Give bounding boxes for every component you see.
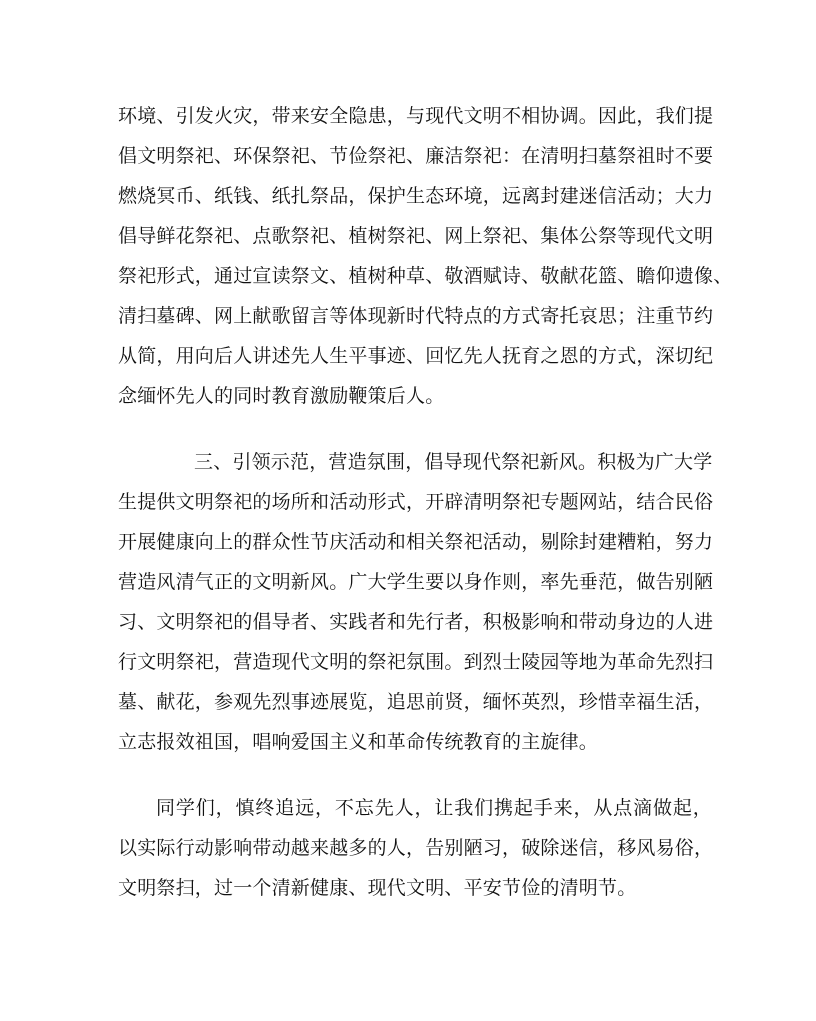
paragraph-3 (118, 788, 712, 908)
paragraph-line: 生提供文明祭祀的场所和活动形式，开辟清明祭祀专题网站，结合民俗 (118, 491, 714, 513)
paragraph-line: 三、引领示范，营造氛围，倡导现代祭祀新风。积极为广大学 (194, 451, 713, 473)
paragraph-line: 清扫墓碑、网上献歌留言等体现新时代特点的方式寄托哀思；注重节约 (118, 305, 714, 327)
paragraph-line: 行文明祭祀，营造现代文明的祭祀氛围。到烈士陵园等地为革命先烈扫 (118, 651, 714, 673)
paragraph-line: 环境、引发火灾，带来安全隐患，与现代文明不相协调。因此，我们提 (118, 105, 714, 127)
paragraph-line: 以实际行动影响带动越来越多的人，告别陋习，破除迷信，移风易俗， (118, 837, 714, 859)
paragraph-line: 从简，用向后人讲述先人生平事迹、回忆先人抚育之恩的方式，深切纪 (118, 345, 714, 367)
paragraph-spacer (118, 416, 712, 442)
paragraph-line: 同学们，慎终追远，不忘先人，让我们携起手来，从点滴做起， (156, 797, 712, 819)
paragraph-spacer (118, 762, 712, 788)
paragraph-line: 习、文明祭祀的倡导者、实践者和先行者，积极影响和带动身边的人进 (118, 611, 714, 633)
document-body (118, 96, 733, 908)
paragraph-line: 开展健康向上的群众性节庆活动和相关祭祀活动，剔除封建糟粕，努力 (118, 531, 714, 553)
paragraph-line: 燃烧冥币、纸钱、纸扎祭品，保护生态环境，远离封建迷信活动；大力 (118, 185, 714, 207)
paragraph-1 (118, 96, 733, 416)
paragraph-line: 立志报效祖国，唱响爱国主义和革命传统教育的主旋律。 (118, 731, 599, 753)
paragraph-line: 墓、献花，参观先烈事迹展览，追思前贤，缅怀英烈，珍惜幸福生活， (118, 691, 714, 713)
paragraph-line: 念缅怀先人的同时教育激励鞭策后人。 (118, 385, 445, 407)
paragraph-line: 文明祭扫，过一个清新健康、现代文明、平安节俭的清明节。 (118, 877, 637, 899)
paragraph-line: 祭祀形式，通过宣读祭文、植树种草、敬酒赋诗、敬献花篮、瞻仰遗像、 (118, 265, 733, 287)
paragraph-line: 倡导鲜花祭祀、点歌祭祀、植树祭祀、网上祭祀、集体公祭等现代文明 (118, 225, 714, 247)
paragraph-line: 营造风清气正的文明新风。广大学生要以身作则，率先垂范，做告别陋 (118, 571, 714, 593)
paragraph-2 (118, 442, 712, 762)
paragraph-line: 倡文明祭祀、环保祭祀、节俭祭祀、廉洁祭祀：在清明扫墓祭祖时不要 (118, 145, 714, 167)
